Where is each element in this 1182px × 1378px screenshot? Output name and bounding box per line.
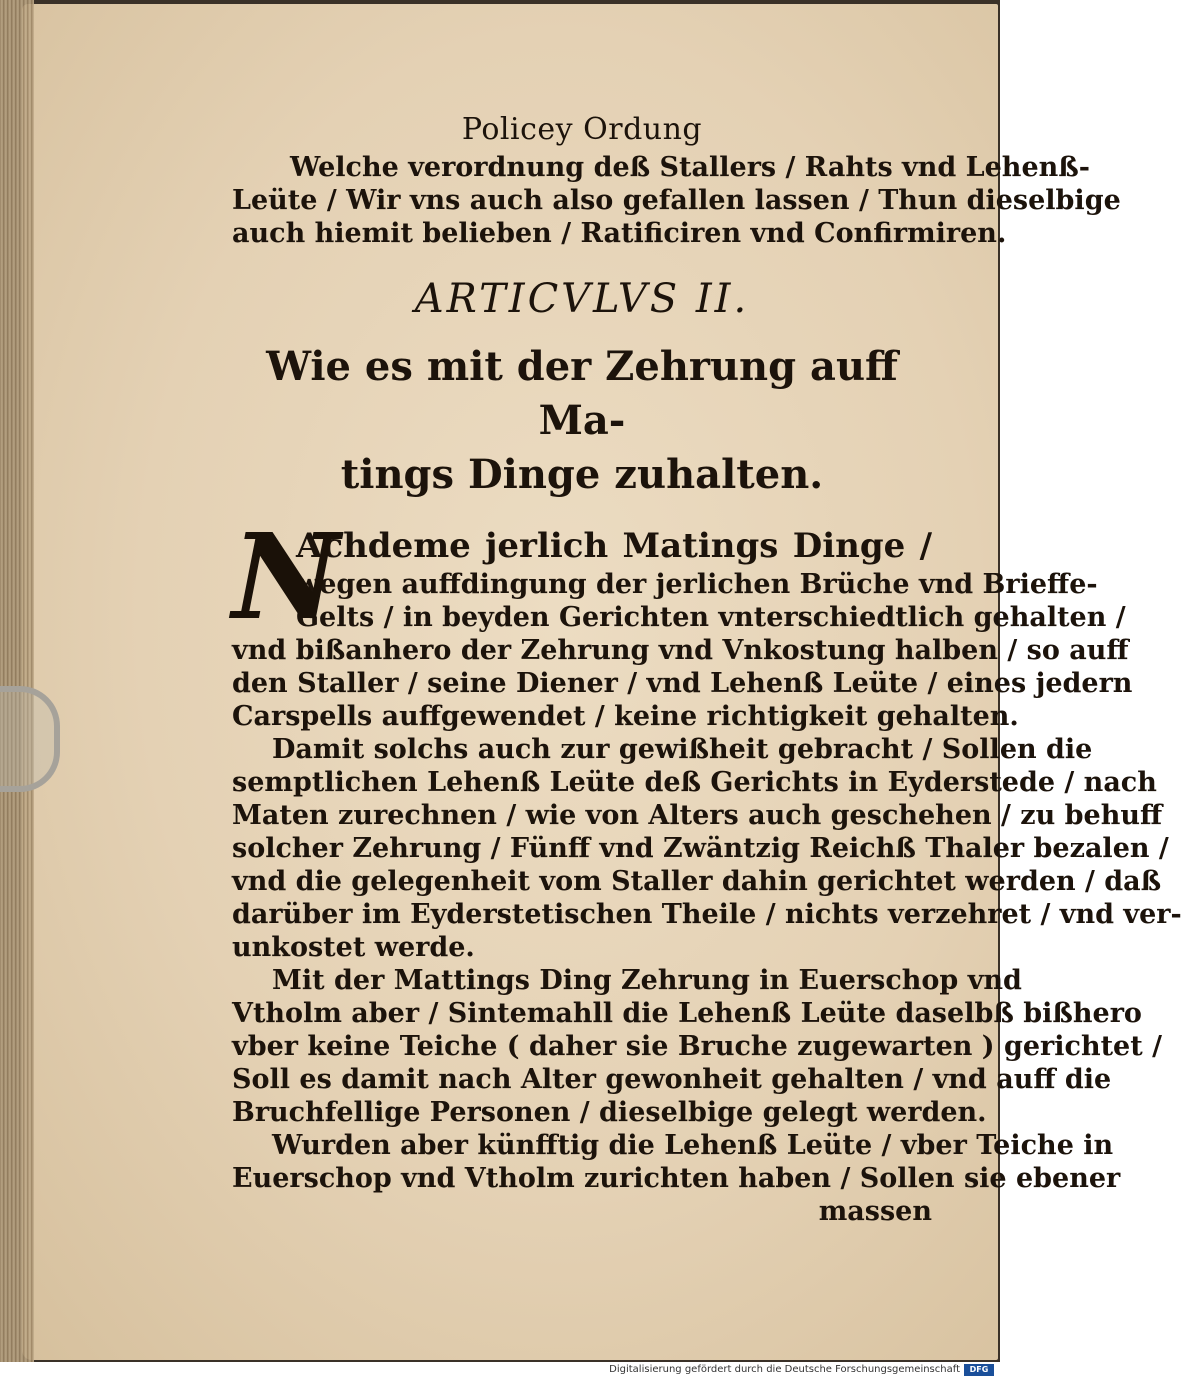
text-line: vnd die gelegenheit vom Staller dahin gerichtet werden / daß [232,866,1162,897]
intro-paragraph [232,151,1121,250]
article-title: ARTICVLVS II. [414,276,750,322]
text-line: vnd bißanhero der Zehrung vnd Vnkostung halben / so auff [232,635,1129,666]
text-line: Leüte / Wir vns auch also gefallen lassen / Thun dieselbige [232,185,1121,216]
catchword: massen [818,1196,932,1227]
text-line: darüber im Eyderstetischen Theile / nichts verzehret / vnd ver- [232,899,1182,930]
text-line: Damit solchs auch zur gewißheit gebracht / Sollen die [272,734,1093,765]
running-head: Policey Ordung [461,112,703,147]
text-line: Vtholm aber / Sintemahll die Lehenß Leüte daselbß bißhero [232,998,1142,1029]
paragraph-1 [232,507,1133,733]
text-line: Euerschop vnd Vtholm zurichten haben / Sollen sie ebener [232,1163,1121,1194]
text-line: Wurden aber künfftig die Lehenß Leüte / vber Teiche in [272,1130,1114,1161]
text-line: Achdeme jerlich Matings Dinge / [296,526,932,566]
text-line: den Staller / seine Diener / vnd Lehenß Leüte / eines jedern [232,668,1133,699]
digitization-footer [0,1362,1000,1378]
text-line: auch hiemit belieben / Ratificiren vnd Confirmiren. [232,218,1007,249]
text-line: Maten zurechnen / wie von Alters auch geschehen / zu behuff [232,800,1163,831]
article-heading [232,340,932,502]
text-line: vber keine Teiche ( daher sie Bruche zugewarten ) gerichtet / [232,1031,1162,1062]
text-line: unkostet werde. [232,932,475,963]
heading-line: Wie es mit der Zehrung auff Ma- [266,343,898,444]
text-line: Mit der Mattings Ding Zehrung in Euerschop vnd [272,965,1022,996]
text-line: Soll es damit nach Alter gewonheit gehalten / vnd auff die [232,1064,1112,1095]
dfg-logo: DFG [964,1364,994,1376]
paragraph-3 [232,964,1162,1129]
text-line: solcher Zehrung / Fünff vnd Zwäntzig Reichß Thaler bezalen / [232,833,1169,864]
text-line: Welche verordnung deß Stallers / Rahts vnd Lehenß- [290,152,1090,183]
paragraph-4 [232,1129,1121,1228]
text-line: semptlichen Lehenß Leüte deß Gerichts in Eyderstede / nach [232,767,1157,798]
heading-line: tings Dinge zuhalten. [340,451,824,498]
text-line: wegen auffdingung der jerlichen Brüche vnd Brieffe- [296,569,1098,600]
drop-cap-initial: N [232,507,340,646]
text-line: Gelts / in beyden Gerichten vnterschiedtlich gehalten / [296,602,1126,633]
footer-credit-text: Digitalisierung gefördert durch die Deutsche Forschungsgemeinschaft [609,1364,960,1375]
text-line: Bruchfellige Personen / dieselbige gelegt werden. [232,1097,987,1128]
text-line: Carspells auffgewendet / keine richtigkeit gehalten. [232,701,1019,732]
paragraph-2 [232,733,1182,964]
page-text-block [232,112,1182,1228]
page-edge-stack [0,0,34,1362]
paper-clip-bookmark [0,686,60,792]
